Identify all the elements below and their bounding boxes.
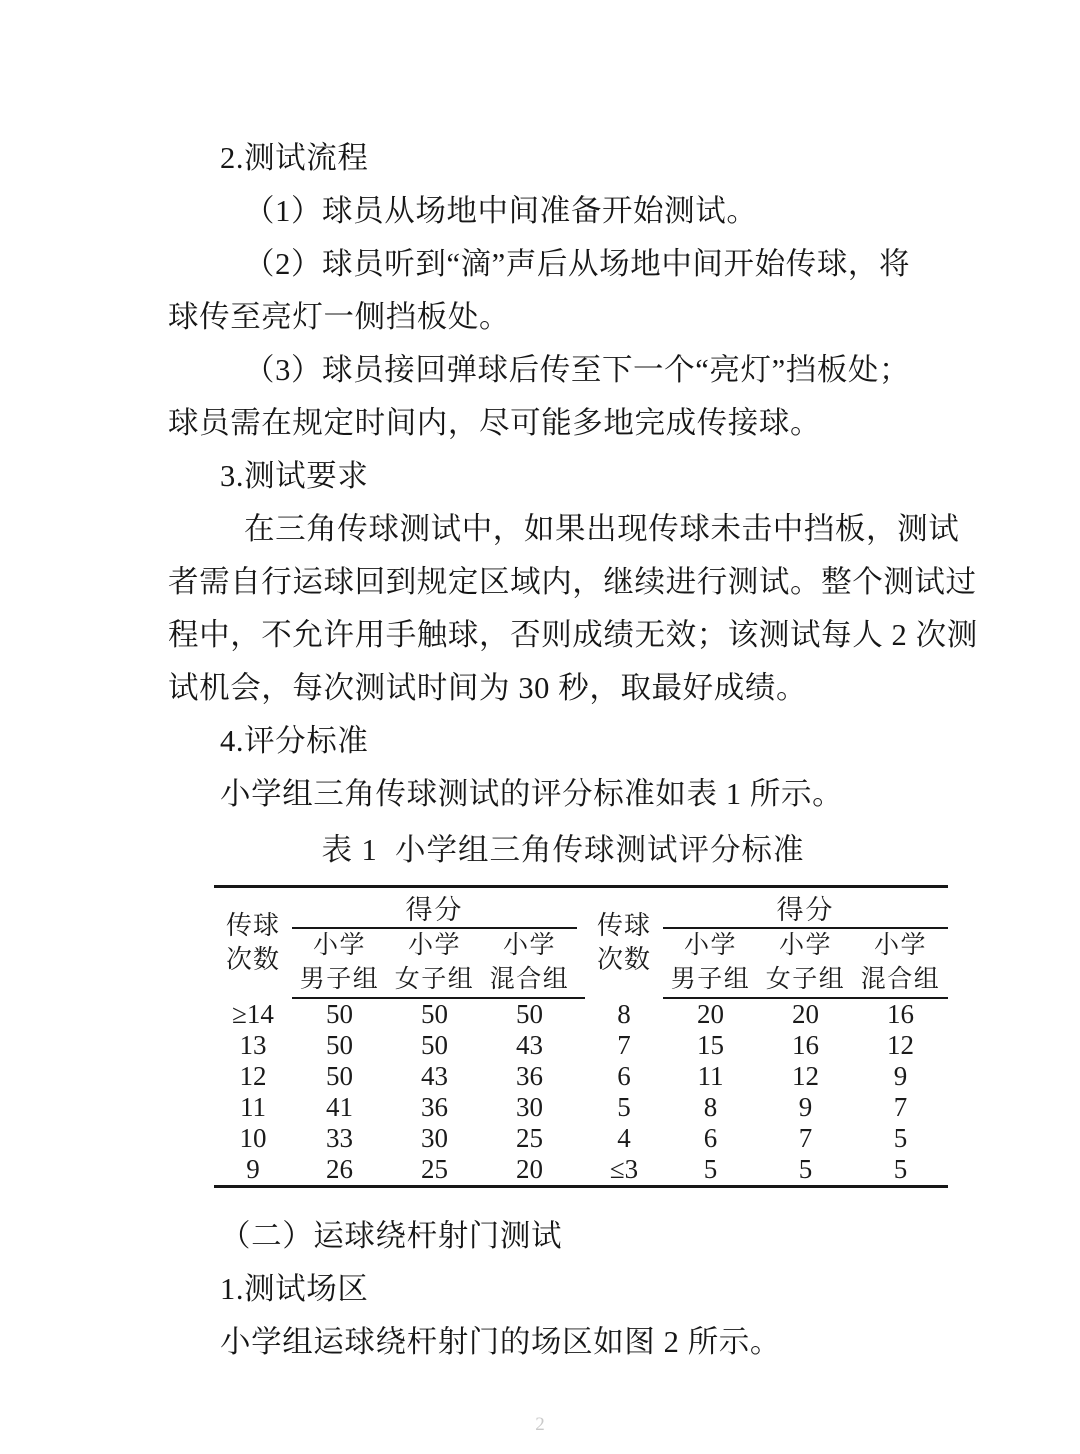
- cell-right-boys: 5: [663, 1154, 758, 1187]
- header-pass-count-left-line1: 传球: [225, 911, 280, 940]
- cell-left-mixed: 50: [516, 999, 543, 1029]
- cell-left-mixed: 43: [516, 1030, 543, 1060]
- section-heading-dribble-shooting-test: （二）运球绕杆射门测试: [220, 1219, 563, 1253]
- scoring-table: [214, 885, 948, 1188]
- cell-left-girls: 25: [387, 1154, 482, 1187]
- cell-left-girls: 36: [421, 1092, 448, 1122]
- cell-left-pass: 11: [240, 1092, 266, 1122]
- subheader-right-mixed: [853, 928, 948, 998]
- subheader-left-girls-line2: 女子组: [394, 966, 475, 993]
- paragraph-requirements-line-3: 程中，不允许用手触球，否则成绩无效；该测试每人 2 次测: [168, 618, 978, 652]
- table-row: [214, 1123, 948, 1154]
- paragraph-test-area-reference: 小学组运球绕杆射门的场区如图 2 所示。: [220, 1325, 781, 1359]
- subheader-left-mixed-line1: 小学: [503, 932, 557, 959]
- subheader-left-boys-line2: 男子组: [299, 966, 380, 993]
- table-column-gap: [577, 1123, 585, 1154]
- section-heading-test-requirements: 3.测试要求: [220, 459, 369, 493]
- paragraph-requirements-line-1: 在三角传球测试中，如果出现传球未击中挡板，测试: [244, 512, 960, 546]
- subheader-right-boys-line1: 小学: [684, 932, 738, 959]
- cell-right-girls: 16: [792, 1030, 820, 1060]
- cell-left-boys: 50: [326, 999, 353, 1029]
- page-content: [168, 132, 978, 1369]
- cell-right-boys: 6: [703, 1123, 718, 1153]
- cell-right-pass: 7: [617, 1030, 631, 1060]
- cell-left-mixed: 30: [516, 1092, 543, 1122]
- header-pass-count-right: [585, 887, 663, 999]
- table-column-gap: [577, 998, 585, 1030]
- subheader-right-girls-line2: 女子组: [765, 966, 846, 993]
- cell-right-girls: 7: [798, 1123, 813, 1153]
- cell-right-girls: 20: [792, 999, 820, 1029]
- table-column-gap: [577, 1030, 585, 1061]
- cell-left-boys: 33: [326, 1123, 353, 1153]
- cell-right-pass: 4: [617, 1123, 631, 1153]
- cell-left-mixed: 25: [516, 1123, 543, 1153]
- cell-left-boys: 50: [326, 1030, 353, 1060]
- table-row: [214, 1061, 948, 1092]
- cell-left-girls: 50: [421, 999, 448, 1029]
- cell-right-girls: 5: [758, 1154, 853, 1187]
- table-header-row-group: [214, 887, 948, 929]
- cell-right-mixed: 5: [853, 1154, 948, 1187]
- cell-right-boys: 11: [697, 1061, 724, 1091]
- subheader-left-boys: [292, 928, 387, 998]
- cell-right-pass: 6: [617, 1061, 631, 1091]
- paragraph-step-1: （1）球员从场地中间准备开始测试。: [244, 194, 758, 228]
- subheader-right-girls-line1: 小学: [779, 932, 833, 959]
- table-row: [214, 1030, 948, 1061]
- header-score-group-left: 得分: [292, 887, 577, 929]
- page-number: 2: [535, 1414, 545, 1435]
- header-pass-count-right-line1: 传球: [597, 911, 652, 940]
- subheader-right-mixed-line1: 小学: [874, 932, 928, 959]
- table-row: [214, 1154, 948, 1187]
- cell-right-mixed: 12: [887, 1030, 915, 1060]
- table-subheader-row: [214, 928, 948, 998]
- cell-right-mixed: 9: [893, 1061, 908, 1091]
- cell-right-mixed: 7: [893, 1092, 908, 1122]
- header-score-group-right: 得分: [663, 887, 948, 929]
- section-heading-test-process: 2.测试流程: [220, 141, 369, 175]
- paragraph-requirements-line-2: 者需自行运球回到规定区域内，继续进行测试。整个测试过: [168, 565, 977, 599]
- paragraph-step-2: （2）球员听到“滴”声后从场地中间开始传球，将: [244, 247, 911, 281]
- cell-left-mixed: 20: [482, 1154, 577, 1187]
- table-row: [214, 998, 948, 1030]
- cell-left-pass: ≥14: [232, 998, 274, 1029]
- cell-left-pass: 10: [239, 1123, 267, 1153]
- cell-left-boys: 41: [326, 1092, 353, 1122]
- cell-right-boys: 15: [697, 1030, 725, 1060]
- header-pass-count-left-line2: 次数: [225, 945, 280, 974]
- cell-right-mixed: 16: [887, 999, 915, 1029]
- subheader-right-boys-line2: 男子组: [670, 966, 751, 993]
- table-column-gap: [577, 1061, 585, 1092]
- cell-left-girls: 50: [421, 1030, 448, 1060]
- scoring-table-wrapper: [214, 885, 941, 1188]
- cell-left-pass: 13: [239, 1030, 267, 1060]
- cell-left-pass: 9: [214, 1154, 292, 1187]
- header-pass-count-right-line2: 次数: [597, 945, 652, 974]
- table-column-gap: [577, 1092, 585, 1123]
- subheader-left-mixed-line2: 混合组: [489, 966, 570, 993]
- cell-right-pass: ≤3: [585, 1154, 663, 1187]
- table-caption: 表 1 小学组三角传球测试评分标准: [321, 833, 805, 867]
- section-heading-scoring-standard: 4.评分标准: [220, 724, 369, 758]
- header-pass-count-left: [214, 887, 292, 999]
- cell-right-pass: 5: [617, 1092, 631, 1122]
- cell-left-boys: 50: [326, 1061, 353, 1091]
- subheader-right-girls: [758, 928, 853, 998]
- subheader-right-mixed-line2: 混合组: [860, 966, 941, 993]
- paragraph-step-3-cont: 球员需在规定时间内，尽可能多地完成传接球。: [168, 406, 822, 440]
- table-column-gap: [577, 887, 585, 929]
- cell-left-girls: 30: [421, 1123, 448, 1153]
- paragraph-requirements-line-4: 试机会，每次测试时间为 30 秒，取最好成绩。: [168, 671, 808, 705]
- paragraph-step-3: （3）球员接回弹球后传至下一个“亮灯”挡板处；: [244, 353, 911, 387]
- cell-left-mixed: 36: [516, 1061, 543, 1091]
- cell-right-mixed: 5: [893, 1123, 908, 1153]
- subheader-left-girls-line1: 小学: [407, 932, 461, 959]
- cell-right-girls: 12: [792, 1061, 820, 1091]
- paragraph-step-2-cont: 球传至亮灯一侧挡板处。: [168, 300, 511, 334]
- cell-right-girls: 9: [798, 1092, 813, 1122]
- after-table-spacer: [168, 1188, 948, 1210]
- table-row: [214, 1092, 948, 1123]
- paragraph-scoring-reference: 小学组三角传球测试的评分标准如表 1 所示。: [220, 777, 844, 811]
- cell-left-pass: 12: [239, 1061, 267, 1091]
- subheader-left-boys-line1: 小学: [312, 932, 366, 959]
- cell-left-girls: 43: [421, 1061, 448, 1091]
- cell-left-boys: 26: [292, 1154, 387, 1187]
- table-column-gap: [577, 1154, 585, 1187]
- table-column-gap: [577, 928, 585, 998]
- cell-right-boys: 20: [697, 999, 725, 1029]
- subheader-left-girls: [387, 928, 482, 998]
- subheader-left-mixed: [482, 928, 577, 998]
- subheader-right-boys: [663, 928, 758, 998]
- cell-right-pass: 8: [617, 998, 631, 1029]
- section-heading-test-area: 1.测试场区: [220, 1272, 369, 1306]
- cell-right-boys: 8: [703, 1092, 718, 1122]
